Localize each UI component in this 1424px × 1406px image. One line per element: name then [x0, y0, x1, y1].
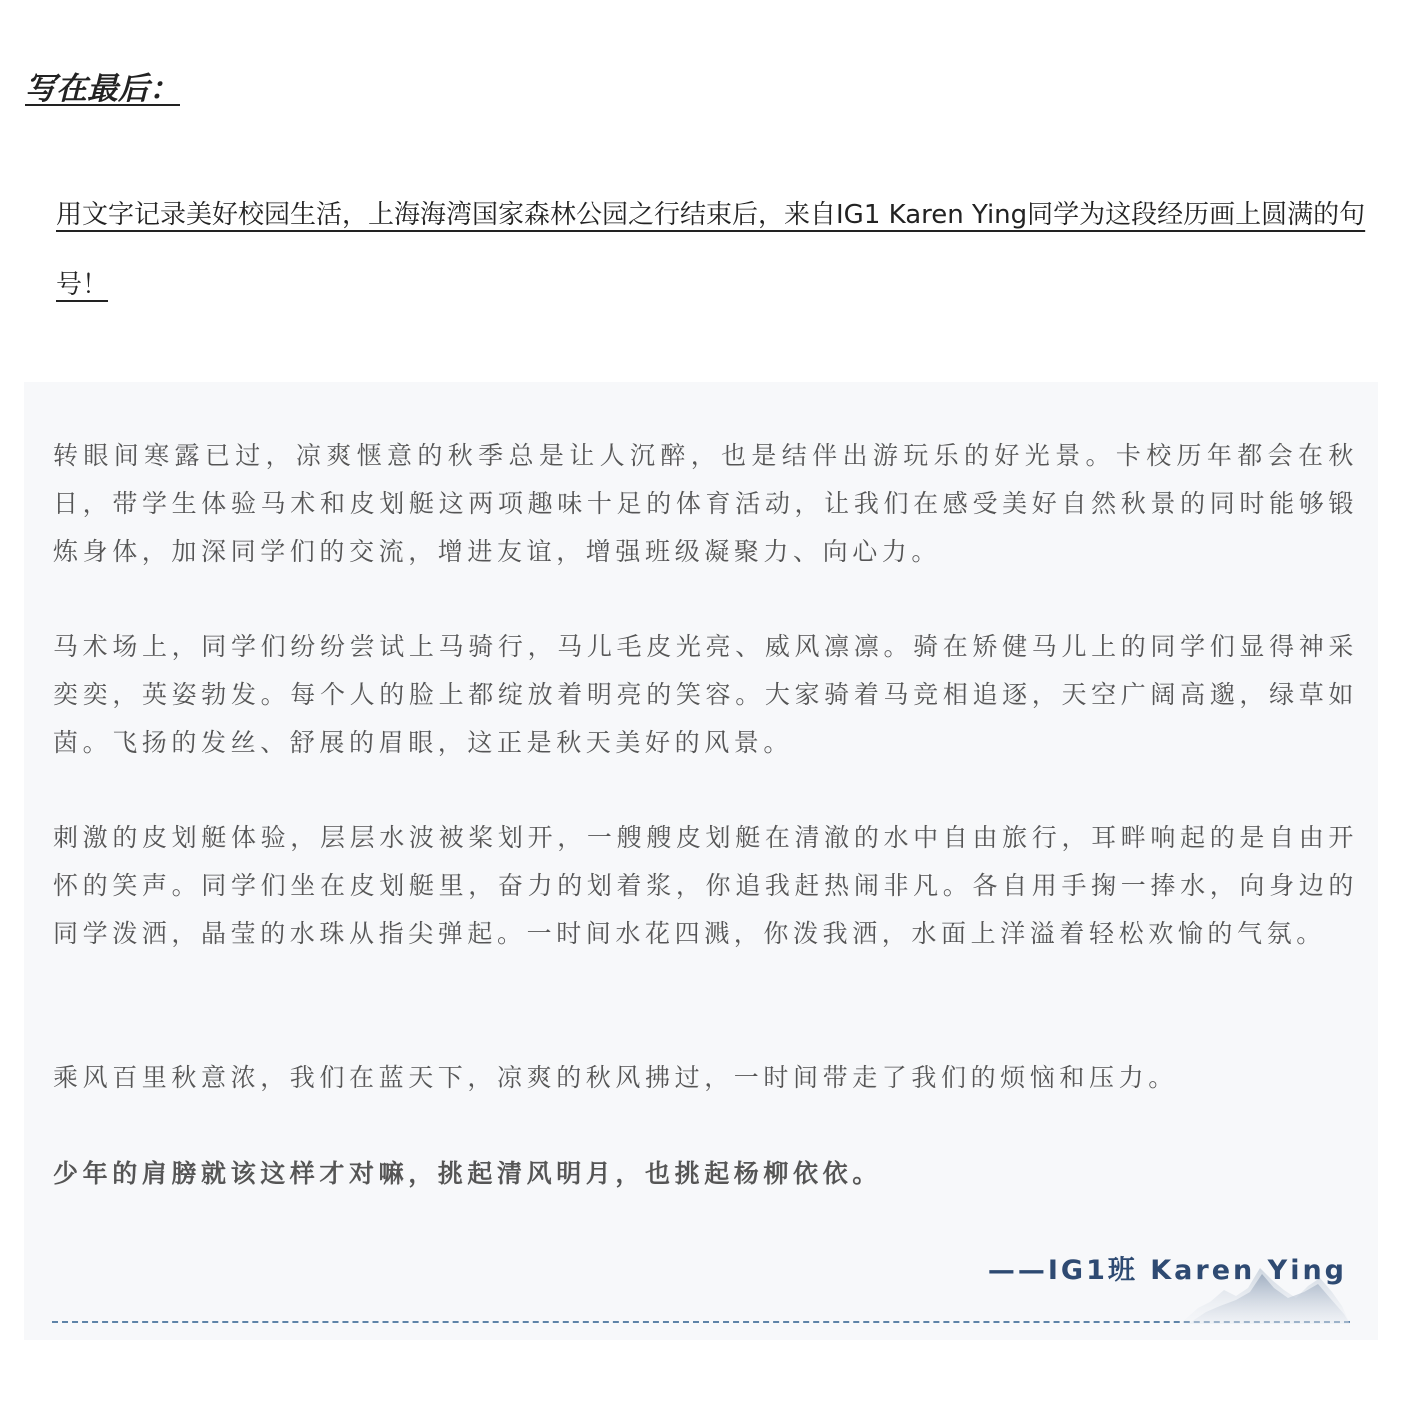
article-paragraph-2: 马术场上，同学们纷纷尝试上马骑行，马儿毛皮光亮、威风凛凛。骑在矫健马儿上的同学们显得神采奕奕，英姿勃发。每个人的脸上都绽放着明亮的笑容。大家骑着马竞相追逐，天空广阔高邈，绿草如茵。飞扬的发丝、舒展的眉眼，这正是秋天美好的风景。: [53, 632, 1358, 757]
section-heading: [25, 64, 180, 114]
section-heading-text: 写在最后：: [25, 71, 180, 107]
article-paragraph-5: 少年的肩膀就该这样才对嘛，挑起清风明月，也挑起杨柳依依。: [53, 1159, 882, 1188]
article-paragraph-4: 乘风百里秋意浓，我们在蓝天下，凉爽的秋风拂过，一时间带走了我们的烦恼和压力。: [53, 1063, 1178, 1092]
article-paragraph-3: 刺激的皮划艇体验，层层水波被桨划开，一艘艘皮划艇在清澈的水中自由旅行，耳畔响起的是自由开怀的笑声。同学们坐在皮划艇里，奋力的划着浆，你追我赶热闹非凡。各自用手掬一捧水，向身边的同学泼洒，晶莹的水珠从指尖弹起。一时间水花四溅，你泼我洒，水面上洋溢着轻松欢愉的气氛。: [53, 823, 1358, 948]
intro-underlined-text: 用文字记录美好校园生活，上海海湾国家森林公园之行结束后，来自IG1 Karen Ying同学为这段经历画上圆满的句号！: [56, 200, 1366, 300]
author-signature: ——IG1班 Karen Ying: [987, 1255, 1347, 1286]
intro-text: [56, 180, 1376, 320]
article-paragraph-1: 转眼间寒露已过，凉爽惬意的秋季总是让人沉醉，也是结伴出游玩乐的好光景。卡校历年都会在秋日，带学生体验马术和皮划艇这两项趣味十足的体育活动，让我们在感受美好自然秋景的同时能够锻炼身体，加深同学们的交流，增进友谊，增强班级凝聚力、向心力。: [53, 441, 1358, 566]
article-card: [24, 382, 1378, 1340]
dashed-divider: [52, 1321, 1350, 1323]
